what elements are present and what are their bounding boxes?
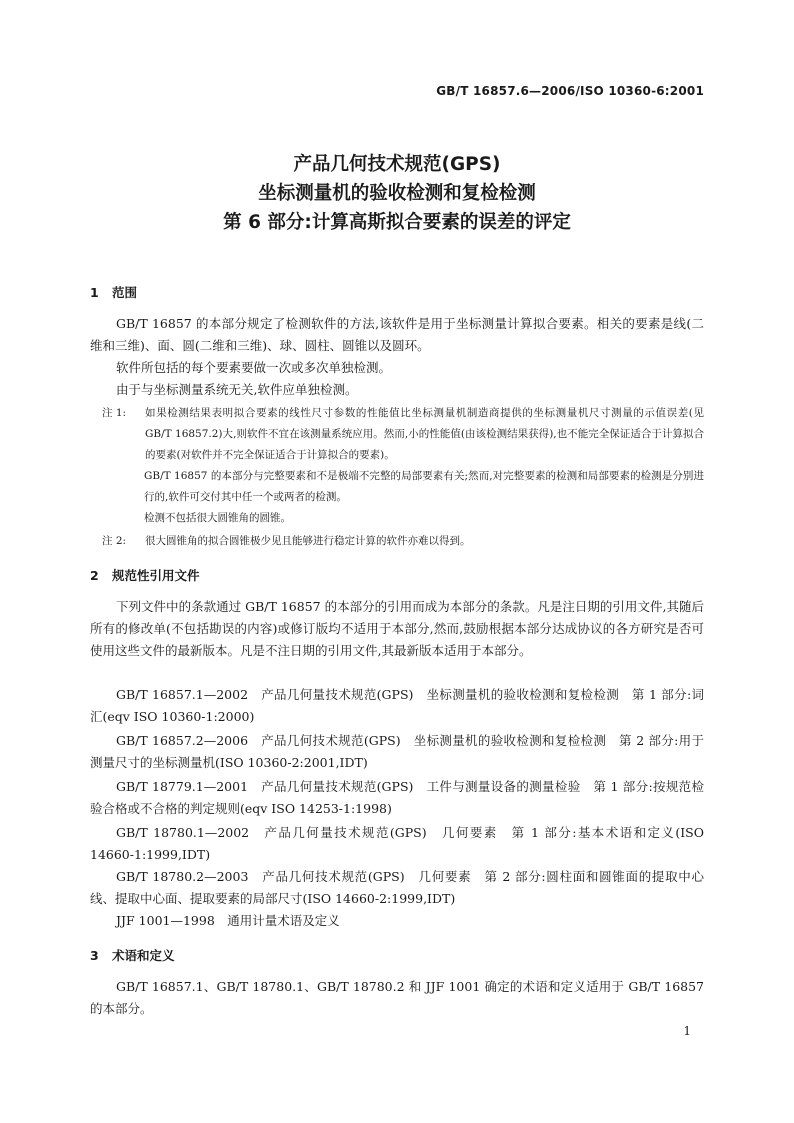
page-number: 1 xyxy=(683,1024,691,1038)
section-2-heading xyxy=(90,566,200,584)
title-line-3: 第 6 部分:计算高斯拟合要素的误差的评定 xyxy=(223,212,571,233)
title-line-2: 坐标测量机的验收检测和复检检测 xyxy=(258,183,536,204)
note-paragraph: 检测不包括很大圆锥角的圆锥。 xyxy=(144,512,291,524)
note-label: 注 1: xyxy=(102,407,127,419)
note-text: 如果检测结果表明拟合要素的线性尺寸参数的性能值比坐标测量机制造商提供的坐标测量机尺寸测量的示值误差(见 GB/T 16857.2)大,则软件不宜在该测量系统应用。然而,小的性能值(由该检测结果获得),也不能完全保证适合于计算拟合的要素(对软件并不完全保证适合于计算拟合的要素)。 xyxy=(145,407,704,461)
section-title: 术语和定义 xyxy=(112,948,175,963)
reference-item: GB/T 18780.1—2002 产品几何量技术规范(GPS) 几何要素 第 1 部分:基本术语和定义(ISO 14660-1:1999,IDT) xyxy=(90,825,704,862)
reference-item: JJF 1001—1998 通用计量术语及定义 xyxy=(116,913,340,928)
document-title xyxy=(0,150,794,237)
note-paragraph: GB/T 16857 的本部分与完整要素和不是极端不完整的局部要素有关;然而,对完整要素的检测和局部要素的检测是分别进行的,软件可交付其中任一个或两者的检测。 xyxy=(144,470,704,503)
reference-item: GB/T 18780.2—2003 产品几何技术规范(GPS) 几何要素 第 2 部分:圆柱面和圆锥面的提取中心线、提取中心面、提取要素的局部尺寸(ISO 14660-2:1999,IDT) xyxy=(90,869,704,906)
section-number: 2 xyxy=(90,568,99,583)
note-2 xyxy=(102,531,704,552)
paragraph: 软件所包括的每个要素要做一次或多次单独检测。 xyxy=(116,360,392,375)
standard-code: GB/T 16857.6—2006/ISO 10360-6:2001 xyxy=(436,84,704,98)
reference-item: GB/T 16857.2—2006 产品几何技术规范(GPS) 坐标测量机的验收检测和复检检测 第 2 部分:用于测量尺寸的坐标测量机(ISO 10360-2:2001,IDT) xyxy=(90,733,704,770)
paragraph: 由于与坐标测量系统无关,软件应单独检测。 xyxy=(116,382,358,397)
reference-item: GB/T 16857.1—2002 产品几何量技术规范(GPS) 坐标测量机的验收检测和复检检测 第 1 部分:词汇(eqv ISO 10360-1:2000) xyxy=(90,687,704,724)
section-title: 范围 xyxy=(112,285,138,300)
section-number: 1 xyxy=(90,285,99,300)
paragraph: GB/T 16857 的本部分规定了检测软件的方法,该软件是用于坐标测量计算拟合要素。相关的要素是线(二维和三维)、面、圆(二维和三维)、球、圆柱、圆锥以及圆环。 xyxy=(90,316,704,353)
note-text: 很大圆锥角的拟合圆锥极少见且能够进行稳定计算的软件亦难以得到。 xyxy=(145,535,471,547)
note-1 xyxy=(102,403,704,466)
reference-item: GB/T 18779.1—2001 产品几何量技术规范(GPS) 工件与测量设备的测量检验 第 1 部分:按规范检验合格或不合格的判定规则(eqv ISO 14253-1:1998) xyxy=(90,779,704,816)
section-3-heading xyxy=(90,946,175,964)
section-1-heading xyxy=(90,283,137,301)
title-line-1: 产品几何技术规范(GPS) xyxy=(293,154,501,175)
paragraph: 下列文件中的条款通过 GB/T 16857 的本部分的引用而成为本部分的条款。凡是注日期的引用文件,其随后所有的修改单(不包括勘误的内容)或修订版均不适用于本部分,然而,鼓励根据本部分达成协议的各方研究是否可使用这些文件的最新版本。凡是不注日期的引用文件,其最新版本适用于本部分。 xyxy=(90,599,704,658)
section-number: 3 xyxy=(90,948,99,963)
note-label: 注 2: xyxy=(102,535,127,547)
paragraph: GB/T 16857.1、GB/T 18780.1、GB/T 18780.2 和 JJF 1001 确定的术语和定义适用于 GB/T 16857 的本部分。 xyxy=(90,979,704,1016)
section-title: 规范性引用文件 xyxy=(112,568,200,583)
